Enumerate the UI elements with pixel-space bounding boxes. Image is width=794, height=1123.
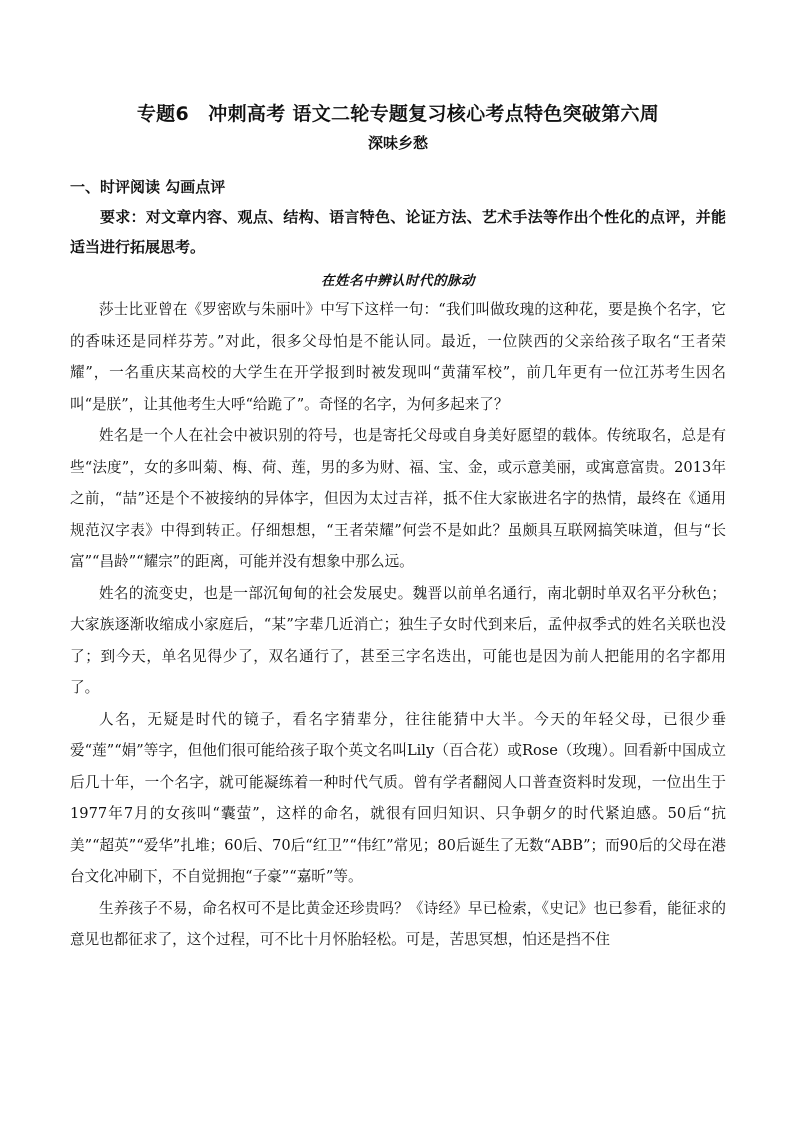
paragraph: 姓名的流变史，也是一部沉甸甸的社会发展史。魏晋以前单名通行，南北朝时单双名平分秋色；大家族逐渐收缩成小家庭后，“某”字辈几近消亡；独生子女时代到来后，孟仲叔季式的姓名关联也没了；到今天，单名见得少了，双名通行了，甚至三字名迭出，可能也是因为前人把能用的名字都用了。 (70, 584, 726, 696)
document-title: 专题6 冲刺高考 语文二轮专题复习核心考点特色突破第六周 (136, 103, 660, 125)
article-body (70, 294, 726, 956)
article-title: 在姓名中辨认时代的脉动 (321, 273, 475, 289)
paragraph: 生养孩子不易，命名权可不是比黄金还珍贵吗？《诗经》早已检索，《史记》也已参看，能征求的意见也都征求了，这个过程，可不比十月怀胎轻松。可是，苦思冥想，怕还是挡不住 (70, 899, 726, 948)
document-subtitle: 深味乡愁 (367, 134, 428, 152)
paragraph: 莎士比亚曾在《罗密欧与朱丽叶》中写下这样一句：“我们叫做玫瑰的这种花，要是换个名字，它的香味还是同样芬芳。”对此，很多父母怕是不能认同。最近，一位陕西的父亲给孩子取名“王者荣耀”，一名重庆某高校的大学生在开学报到时被发现叫“黄蒲军校”，前几年更有一位江苏考生因名叫“是朕”，让其他考生大呼“给跪了”。奇怪的名字，为何多起来了？ (70, 301, 726, 413)
paragraph: 姓名是一个人在社会中被识别的符号，也是寄托父母或自身美好愿望的载体。传统取名，总是有些“法度”，女的多叫菊、梅、荷、莲，男的多为财、福、宝、金，或示意美丽，或寓意富贵。2013年之前，“喆”还是个不被接纳的异体字，但因为太过吉祥，抵不住大家嵌进名字的热情，最终在《通用规范汉字表》中得到转正。仔细想想，“王者荣耀”何尝不是如此？虽颇具互联网搞笑味道，但与“长富”“昌龄”“耀宗”的距离，可能并没有想象中那么远。 (70, 427, 726, 570)
requirement-text: 要求：对文章内容、观点、结构、语言特色、论证方法、艺术手法等作出个性化的点评，并能适当进行拓展思考。 (70, 208, 726, 256)
document-page (70, 100, 726, 956)
paragraph: 人名，无疑是时代的镜子，看名字猜辈分，往往能猜中大半。今天的年轻父母，已很少垂爱“莲”“娟”等字，但他们很可能给孩子取个英文名叫Lily（百合花）或Rose（玫瑰）。回看新中国成立后几十年，一个名字，就可能凝练着一种时代气质。曾有学者翻阅人口普查资料时发现，一位出生于1977年7月的女孩叫“囊萤”，这样的命名，就很有回归知识、只争朝夕的时代紧迫感。50后“抗美”“超英”“爱华”扎堆；60后、70后“红卫”“伟红”常见；80后诞生了无数“ABB”；而90后的父母在港台文化冲刷下，不自觉拥抱“子豪”“嘉昕”等。 (70, 710, 726, 885)
section-heading: 一、时评阅读 勾画点评 (70, 178, 226, 196)
